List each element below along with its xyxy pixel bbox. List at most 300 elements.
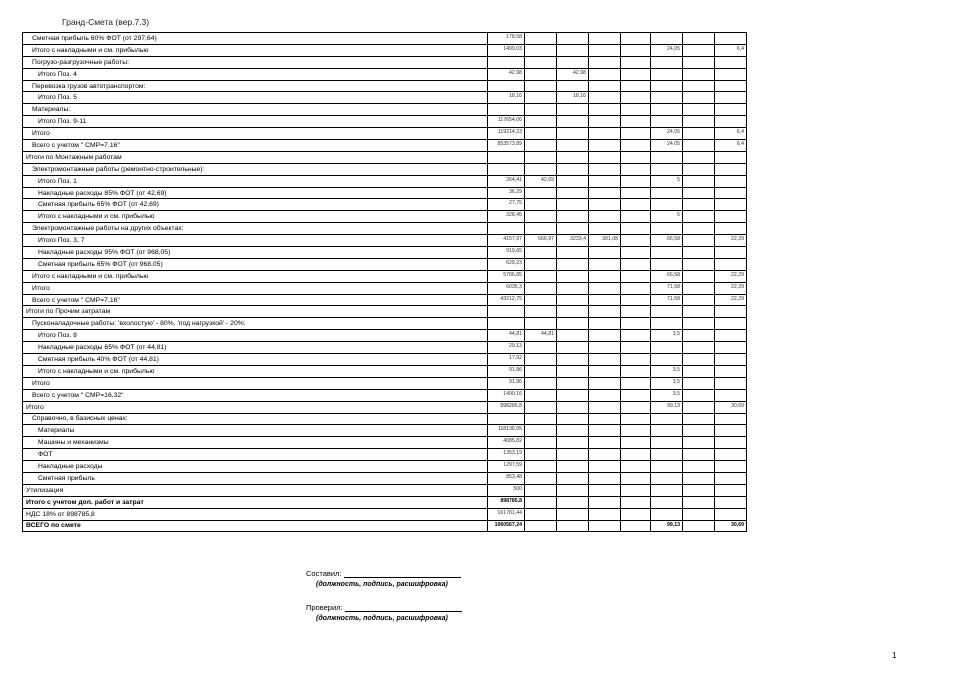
row-label: Материалы: xyxy=(23,104,488,116)
cell-c4 xyxy=(589,401,621,413)
table-row xyxy=(23,80,747,92)
row-label: Электромонтажные работы (ремонтно-строительные): xyxy=(23,163,488,175)
cell-c7 xyxy=(683,258,715,270)
cell-c4 xyxy=(589,247,621,259)
cell-c8 xyxy=(715,56,747,68)
cell-c3 xyxy=(557,175,589,187)
cell-c7 xyxy=(683,365,715,377)
cell-c2 xyxy=(525,496,557,508)
cell-c1 xyxy=(488,80,525,92)
cell-c4 xyxy=(589,187,621,199)
cell-c4 xyxy=(589,508,621,520)
cell-c2 xyxy=(525,318,557,330)
cell-c4 xyxy=(589,449,621,461)
cell-c3 xyxy=(557,151,589,163)
cell-c3 xyxy=(557,199,589,211)
cell-c5 xyxy=(621,211,651,223)
cell-c8 xyxy=(715,163,747,175)
checked-label: Проверил: xyxy=(306,603,343,612)
cell-c6: 3,5 xyxy=(651,389,683,401)
row-label: ВСЕГО по смете xyxy=(23,520,488,532)
cell-c3 xyxy=(557,163,589,175)
row-label: Итого с накладными и см. прибылью xyxy=(23,270,488,282)
cell-c3 xyxy=(557,508,589,520)
cell-c8 xyxy=(715,425,747,437)
cell-c5 xyxy=(621,187,651,199)
cell-c6: 99,13 xyxy=(651,401,683,413)
cell-c6 xyxy=(651,56,683,68)
cell-c3 xyxy=(557,306,589,318)
cell-c2 xyxy=(525,258,557,270)
row-label: Итого Поз. 8 xyxy=(23,330,488,342)
cell-c1 xyxy=(488,104,525,116)
cell-c8: 22,29 xyxy=(715,282,747,294)
cell-c2 xyxy=(525,223,557,235)
row-label: Итоги по Монтажным работам xyxy=(23,151,488,163)
cell-c6 xyxy=(651,68,683,80)
cell-c2 xyxy=(525,508,557,520)
cell-c2 xyxy=(525,342,557,354)
table-row xyxy=(23,33,747,45)
cell-c4 xyxy=(589,270,621,282)
cell-c2 xyxy=(525,56,557,68)
cell-c6 xyxy=(651,187,683,199)
cell-c3 xyxy=(557,377,589,389)
cell-c3 xyxy=(557,44,589,56)
table-row xyxy=(23,342,747,354)
cell-c1: 117654,06 xyxy=(488,116,525,128)
cell-c4 xyxy=(589,68,621,80)
cell-c7 xyxy=(683,496,715,508)
cell-c5 xyxy=(621,92,651,104)
cell-c5 xyxy=(621,247,651,259)
cell-c4 xyxy=(589,294,621,306)
cell-c2 xyxy=(525,151,557,163)
row-label: Итоги по Прочим затратам xyxy=(23,306,488,318)
cell-c5 xyxy=(621,389,651,401)
cell-c6: 99,13 xyxy=(651,520,683,532)
cell-c8 xyxy=(715,175,747,187)
cell-c2 xyxy=(525,270,557,282)
cell-c5 xyxy=(621,56,651,68)
cell-c2 xyxy=(525,104,557,116)
cell-c1: 328,45 xyxy=(488,211,525,223)
cell-c6: 24,05 xyxy=(651,140,683,152)
cell-c5 xyxy=(621,401,651,413)
cell-c4 xyxy=(589,389,621,401)
cell-c7 xyxy=(683,44,715,56)
row-label: ФОТ xyxy=(23,449,488,461)
cell-c5 xyxy=(621,199,651,211)
cell-c6 xyxy=(651,342,683,354)
cell-c1: 178,58 xyxy=(488,33,525,45)
table-row xyxy=(23,116,747,128)
row-label: Сметная прибыль 40% ФОТ (от 44,81) xyxy=(23,354,488,366)
cell-c2 xyxy=(525,187,557,199)
cell-c4 xyxy=(589,484,621,496)
cell-c6 xyxy=(651,354,683,366)
cell-c6: 3,5 xyxy=(651,330,683,342)
table-row xyxy=(23,151,747,163)
cell-c1: 264,41 xyxy=(488,175,525,187)
cell-c2 xyxy=(525,389,557,401)
row-label: Машины и механизмы xyxy=(23,437,488,449)
cell-c8: 6,4 xyxy=(715,128,747,140)
cell-c7 xyxy=(683,377,715,389)
cell-c7 xyxy=(683,401,715,413)
cell-c4 xyxy=(589,44,621,56)
cell-c8 xyxy=(715,365,747,377)
cell-c5 xyxy=(621,151,651,163)
cell-c5 xyxy=(621,461,651,473)
cell-c2 xyxy=(525,377,557,389)
cell-c5 xyxy=(621,472,651,484)
cell-c2 xyxy=(525,413,557,425)
row-label: Итого с накладными и см. прибылью xyxy=(23,365,488,377)
row-label: Перевозка грузов автотранспортом: xyxy=(23,80,488,92)
table-row xyxy=(23,365,747,377)
composed-signature xyxy=(306,569,461,578)
table-row xyxy=(23,223,747,235)
table-row xyxy=(23,472,747,484)
cell-c6: 3,5 xyxy=(651,377,683,389)
cell-c4 xyxy=(589,116,621,128)
cell-c3 xyxy=(557,282,589,294)
table-row xyxy=(23,401,747,413)
cell-c3 xyxy=(557,520,589,532)
cell-c3 xyxy=(557,33,589,45)
cell-c5 xyxy=(621,80,651,92)
cell-c6: 71,58 xyxy=(651,282,683,294)
cell-c7 xyxy=(683,342,715,354)
cell-c2: 666,97 xyxy=(525,235,557,247)
cell-c5 xyxy=(621,520,651,532)
cell-c6 xyxy=(651,104,683,116)
table-row xyxy=(23,484,747,496)
cell-c6: 5 xyxy=(651,175,683,187)
cell-c6 xyxy=(651,199,683,211)
cell-c5 xyxy=(621,68,651,80)
cell-c6 xyxy=(651,425,683,437)
cell-c1 xyxy=(488,151,525,163)
cell-c2 xyxy=(525,472,557,484)
cell-c2 xyxy=(525,365,557,377)
table-row xyxy=(23,258,747,270)
cell-c4 xyxy=(589,330,621,342)
cell-c4 xyxy=(589,354,621,366)
cell-c1: 36,29 xyxy=(488,187,525,199)
cell-c4: 301,08 xyxy=(589,235,621,247)
cell-c1: 1353,19 xyxy=(488,449,525,461)
cell-c2 xyxy=(525,128,557,140)
cell-c4 xyxy=(589,258,621,270)
cell-c1: 898285,8 xyxy=(488,401,525,413)
cell-c5 xyxy=(621,33,651,45)
cell-c7 xyxy=(683,508,715,520)
checked-hint: (должность, подпись, расшифровка) xyxy=(316,615,448,622)
cell-c2: 44,81 xyxy=(525,330,557,342)
cell-c5 xyxy=(621,437,651,449)
row-label: Накладные расходы 85% ФОТ (от 42,69) xyxy=(23,187,488,199)
cell-c4 xyxy=(589,461,621,473)
cell-c7 xyxy=(683,116,715,128)
cell-c7 xyxy=(683,80,715,92)
cell-c1: 1499,03 xyxy=(488,44,525,56)
table-row xyxy=(23,520,747,532)
cell-c7 xyxy=(683,294,715,306)
cell-c2: 42,69 xyxy=(525,175,557,187)
row-label: Всего с учетом " СМР=7,16" xyxy=(23,294,488,306)
cell-c6: 66,58 xyxy=(651,235,683,247)
cell-c1: 18,16 xyxy=(488,92,525,104)
cell-c8 xyxy=(715,247,747,259)
cell-c2 xyxy=(525,199,557,211)
cell-c7 xyxy=(683,247,715,259)
cell-c7 xyxy=(683,92,715,104)
cell-c2 xyxy=(525,44,557,56)
cell-c2 xyxy=(525,294,557,306)
table-row xyxy=(23,44,747,56)
cell-c8 xyxy=(715,68,747,80)
cell-c3 xyxy=(557,187,589,199)
cell-c3 xyxy=(557,128,589,140)
cell-c5 xyxy=(621,425,651,437)
cell-c8 xyxy=(715,80,747,92)
cell-c7 xyxy=(683,33,715,45)
cell-c6 xyxy=(651,33,683,45)
cell-c3 xyxy=(557,484,589,496)
cell-c2 xyxy=(525,437,557,449)
cell-c1: 500 xyxy=(488,484,525,496)
cell-c3 xyxy=(557,294,589,306)
table-row xyxy=(23,354,747,366)
cell-c7 xyxy=(683,306,715,318)
table-row xyxy=(23,92,747,104)
cell-c6: 3,5 xyxy=(651,365,683,377)
cell-c7 xyxy=(683,330,715,342)
cell-c5 xyxy=(621,508,651,520)
cell-c3: 18,16 xyxy=(557,92,589,104)
cell-c3 xyxy=(557,223,589,235)
row-label: Накладные расходы xyxy=(23,461,488,473)
cell-c6 xyxy=(651,461,683,473)
cell-c1: 91,86 xyxy=(488,365,525,377)
table-row xyxy=(23,282,747,294)
cell-c2 xyxy=(525,401,557,413)
cell-c1: 5706,85 xyxy=(488,270,525,282)
cell-c1: 1297,59 xyxy=(488,461,525,473)
row-label: Итого с накладными и см. прибылью xyxy=(23,211,488,223)
cell-c1: 898785,8 xyxy=(488,496,525,508)
table-row xyxy=(23,187,747,199)
cell-c8 xyxy=(715,484,747,496)
cell-c8: 30,69 xyxy=(715,401,747,413)
cell-c6 xyxy=(651,223,683,235)
table-row xyxy=(23,425,747,437)
cell-c1: 161781,44 xyxy=(488,508,525,520)
cell-c6 xyxy=(651,80,683,92)
table-row xyxy=(23,199,747,211)
cell-c4 xyxy=(589,306,621,318)
composed-signature-line xyxy=(344,569,461,578)
table-row xyxy=(23,128,747,140)
table-row xyxy=(23,104,747,116)
row-label: Итого Поз. 9-11 xyxy=(23,116,488,128)
cell-c3 xyxy=(557,342,589,354)
cell-c8 xyxy=(715,306,747,318)
cell-c4 xyxy=(589,318,621,330)
cell-c6: 5 xyxy=(651,211,683,223)
cell-c8 xyxy=(715,92,747,104)
table-row xyxy=(23,235,747,247)
cell-c4 xyxy=(589,151,621,163)
cell-c3 xyxy=(557,80,589,92)
cell-c4 xyxy=(589,140,621,152)
cell-c6 xyxy=(651,449,683,461)
cell-c5 xyxy=(621,104,651,116)
cell-c6 xyxy=(651,247,683,259)
cell-c8 xyxy=(715,354,747,366)
cell-c5 xyxy=(621,306,651,318)
cell-c8 xyxy=(715,318,747,330)
cell-c6 xyxy=(651,472,683,484)
cell-c3 xyxy=(557,472,589,484)
estimate-table xyxy=(22,32,747,532)
cell-c7 xyxy=(683,425,715,437)
cell-c6 xyxy=(651,484,683,496)
cell-c7 xyxy=(683,235,715,247)
cell-c2 xyxy=(525,425,557,437)
page-number: 1 xyxy=(892,651,897,660)
cell-c4 xyxy=(589,496,621,508)
row-label: Итого Поз. 3, 7 xyxy=(23,235,488,247)
cell-c1: 4085,82 xyxy=(488,437,525,449)
table-row xyxy=(23,496,747,508)
cell-c1 xyxy=(488,223,525,235)
row-label: Материалы xyxy=(23,425,488,437)
cell-c4 xyxy=(589,365,621,377)
cell-c6: 24,05 xyxy=(651,44,683,56)
cell-c6 xyxy=(651,92,683,104)
table-row xyxy=(23,294,747,306)
cell-c5 xyxy=(621,128,651,140)
cell-c7 xyxy=(683,354,715,366)
cell-c2 xyxy=(525,354,557,366)
cell-c3 xyxy=(557,211,589,223)
cell-c3: 3233,4 xyxy=(557,235,589,247)
cell-c8: 6,4 xyxy=(715,44,747,56)
cell-c5 xyxy=(621,496,651,508)
cell-c6 xyxy=(651,437,683,449)
row-label: Сметная прибыль 60% ФОТ (от 297,64) xyxy=(23,33,488,45)
cell-c1: 29,13 xyxy=(488,342,525,354)
cell-c6 xyxy=(651,413,683,425)
cell-c4 xyxy=(589,223,621,235)
cell-c3 xyxy=(557,140,589,152)
cell-c4 xyxy=(589,56,621,68)
cell-c8 xyxy=(715,449,747,461)
cell-c5 xyxy=(621,163,651,175)
cell-c8 xyxy=(715,508,747,520)
cell-c3 xyxy=(557,425,589,437)
row-label: Итого xyxy=(23,128,488,140)
cell-c7 xyxy=(683,175,715,187)
row-label: Электромонтажные работы на других объектах: xyxy=(23,223,488,235)
cell-c3 xyxy=(557,247,589,259)
cell-c2 xyxy=(525,140,557,152)
table-row xyxy=(23,330,747,342)
cell-c1: 853573,89 xyxy=(488,140,525,152)
table-row xyxy=(23,68,747,80)
cell-c6 xyxy=(651,318,683,330)
cell-c1: 6035,3 xyxy=(488,282,525,294)
cell-c8 xyxy=(715,377,747,389)
cell-c2 xyxy=(525,461,557,473)
cell-c5 xyxy=(621,413,651,425)
cell-c2 xyxy=(525,80,557,92)
cell-c8: 22,29 xyxy=(715,235,747,247)
cell-c7 xyxy=(683,151,715,163)
row-label: Пусконаладочные работы: 'вхолостую' - 80%, 'под нагрузкой' - 20%: xyxy=(23,318,488,330)
cell-c6 xyxy=(651,258,683,270)
cell-c4 xyxy=(589,413,621,425)
row-label: Накладные расходы 65% ФОТ (от 44,81) xyxy=(23,342,488,354)
cell-c4 xyxy=(589,33,621,45)
cell-c1: 919,65 xyxy=(488,247,525,259)
cell-c3 xyxy=(557,461,589,473)
row-label: Сметная прибыль xyxy=(23,472,488,484)
cell-c3 xyxy=(557,496,589,508)
cell-c1: 4157,97 xyxy=(488,235,525,247)
cell-c7 xyxy=(683,104,715,116)
cell-c5 xyxy=(621,342,651,354)
cell-c1: 1060567,24 xyxy=(488,520,525,532)
cell-c8: 22,29 xyxy=(715,294,747,306)
cell-c7 xyxy=(683,389,715,401)
row-label: Всего с учетом " СМР=16,32" xyxy=(23,389,488,401)
table-row xyxy=(23,461,747,473)
cell-c3 xyxy=(557,437,589,449)
cell-c5 xyxy=(621,484,651,496)
cell-c3 xyxy=(557,258,589,270)
cell-c4 xyxy=(589,520,621,532)
cell-c5 xyxy=(621,258,651,270)
cell-c6 xyxy=(651,306,683,318)
cell-c8 xyxy=(715,413,747,425)
cell-c7 xyxy=(683,211,715,223)
table-row xyxy=(23,175,747,187)
cell-c1: 42,98 xyxy=(488,68,525,80)
table-row xyxy=(23,437,747,449)
cell-c4 xyxy=(589,211,621,223)
cell-c2 xyxy=(525,33,557,45)
cell-c5 xyxy=(621,354,651,366)
cell-c5 xyxy=(621,294,651,306)
cell-c3 xyxy=(557,354,589,366)
cell-c6 xyxy=(651,496,683,508)
table-row xyxy=(23,56,747,68)
cell-c8 xyxy=(715,223,747,235)
row-label: Справочно, в базисных ценах: xyxy=(23,413,488,425)
cell-c8: 30,69 xyxy=(715,520,747,532)
document-header: Гранд-Смета (вер.7.3) xyxy=(62,17,150,27)
cell-c5 xyxy=(621,116,651,128)
row-label: Итого xyxy=(23,377,488,389)
cell-c1: 43212,75 xyxy=(488,294,525,306)
checked-signature-line xyxy=(345,603,462,612)
cell-c8 xyxy=(715,151,747,163)
cell-c7 xyxy=(683,472,715,484)
